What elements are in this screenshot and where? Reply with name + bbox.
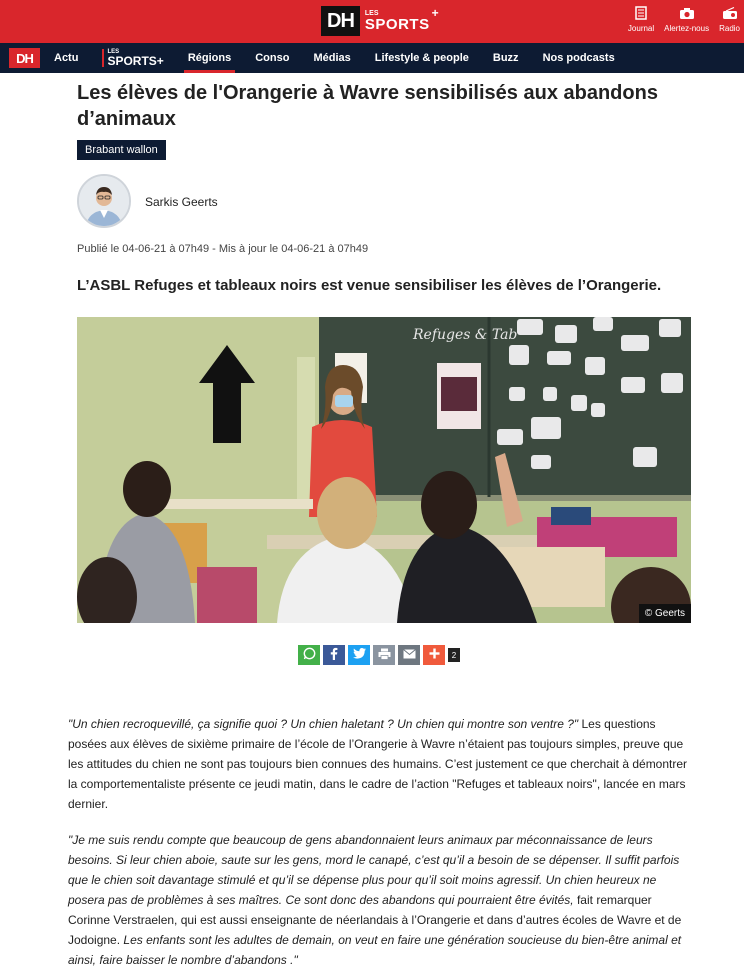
sports-logo-text: SPORTS [364,16,430,33]
nav-items [54,43,639,73]
nav-item-buzz[interactable]: Buzz [492,52,519,64]
share-bar [298,645,460,665]
region-tag[interactable]: Brabant wallon [77,140,166,160]
alertez-nous-label: Alertez-nous [664,24,710,33]
classroom-illustration [77,317,691,623]
paragraph-2-quote-1: "Je me suis rendu compte que beaucoup de gens abandonnaient leurs animaux par méconnaissance de leurs besoins. Si leur chien aboie, saute sur les gens, mord le canapé, c’est qu’il a besoin de se dépenser. Il suffit parfois que le chien soit davantage stimulé et qu’il se dépense plus pour qu’il soit moins agressif. Un chien heureux ne posera pas de problèmes à ses maîtres. Ce sont donc des abandons qui pourraient être évités, [68,833,680,907]
nav-sports-text: SPORTS+ [107,54,164,68]
article-title: Les élèves de l'Orangerie à Wavre sensibilisés aux abandons d’animaux [77,82,658,130]
twitter-share-button[interactable] [348,645,370,665]
radio-label: Radio [719,24,740,33]
nav-item-conso[interactable]: Conso [255,52,290,64]
nav-sports-les: LES [107,49,120,55]
facebook-share-button[interactable] [323,645,345,665]
plus-icon [429,648,440,662]
article-paragraph-2 [68,830,688,970]
sports-logo [364,6,439,33]
whatsapp-icon [303,647,316,663]
nav-item-podcasts[interactable]: Nos podcasts [542,52,615,64]
publish-dates: Publié le 04-06-21 à 07h49 - Mis à jour le 04-06-21 à 07h49 [77,243,369,255]
more-share-button[interactable] [423,645,445,665]
nav-item-medias[interactable]: Médias [313,52,351,64]
header-actions [618,6,744,33]
nav-sports-logo [102,49,163,67]
mail-icon [403,648,416,662]
nav-dh-logo[interactable]: DH [9,48,40,68]
top-header [0,0,744,43]
nav-item-sports[interactable] [102,43,163,73]
nav-item-regions[interactable]: Régions [188,43,231,73]
journal-label: Journal [627,24,655,33]
photo-credit: © Geerts [639,604,691,623]
sports-logo-plus: + [431,6,439,20]
article-paragraph-1 [68,714,688,814]
main-nav [0,43,744,73]
paragraph-2-quote-2: Les enfants sont les adultes de demain, on veut en faire une génération soucieuse du bien-être animal et ainsi, faire baisser le nombre d’abandons ." [68,933,682,967]
email-share-button[interactable] [398,645,420,665]
radio-button[interactable] [719,6,740,33]
sports-logo-les: LES [364,10,379,17]
nav-item-actu[interactable]: Actu [54,52,79,64]
journal-button[interactable] [628,6,654,33]
dh-logo-mark: DH [321,6,360,36]
article-lead: L’ASBL Refuges et tableaux noirs est venue sensibiliser les élèves de l’Orangerie. [77,277,662,294]
journal-icon [633,6,649,20]
dh-logo[interactable] [321,6,439,36]
nav-item-lifestyle[interactable]: Lifestyle & people [374,52,469,64]
paragraph-2-text: fait remarquer Corinne Verstraelen, qui est aussi enseignante de néerlandais à l’Orangerie et dans d’autres écoles de Wavre et de Jodoigne. [68,893,682,947]
radio-icon [722,6,738,20]
board-text: Refuges & Tab [413,327,518,343]
author-avatar[interactable] [77,174,131,228]
author-name[interactable]: Sarkis Geerts [145,195,218,209]
paragraph-1-text: Les questions posées aux élèves de sixième primaire de l’école de l’Orangerie à Wavre n’étaient pas toujours simples, preuve que les attitudes du chien ne sont pas toujours bien connues des humains. C’est justement ce que cherchait à démontrer la comportementaliste présente ce jeudi matin, dans le cadre de l’action "Refuges et tableaux noirs", lancée en mars dernier. [68,717,688,811]
facebook-icon [330,647,338,663]
paragraph-1-quote: "Un chien recroquevillé, ça signifie quoi ? Un chien haletant ? Un chien qui montre son ventre ?" [68,717,579,731]
camera-icon [679,6,695,20]
print-icon [378,648,391,663]
whatsapp-share-button[interactable] [298,645,320,665]
article-photo[interactable] [77,317,691,623]
twitter-icon [353,648,366,662]
alertez-nous-button[interactable] [664,6,709,33]
share-count: 2 [448,648,460,662]
print-button[interactable] [373,645,395,665]
